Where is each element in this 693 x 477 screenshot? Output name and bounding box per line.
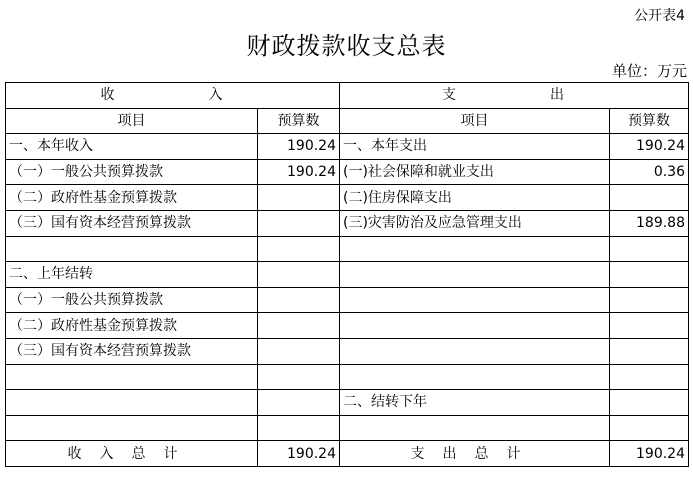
table-row	[6, 287, 689, 313]
section-header-row	[6, 83, 689, 109]
table-row	[6, 313, 689, 339]
expense-item-cell: 一、本年支出	[340, 134, 610, 160]
income-value-cell	[258, 236, 340, 262]
table-row	[6, 338, 689, 364]
expense-value-cell	[610, 313, 689, 339]
income-item-cell: （三）国有资本经营预算拨款	[6, 338, 258, 364]
expense-item-cell	[340, 236, 610, 262]
income-item-cell: 一、本年收入	[6, 134, 258, 160]
form-number: 公开表4	[634, 8, 685, 24]
income-item-header: 项目	[6, 108, 258, 134]
expense-value-cell: 190.24	[610, 134, 689, 160]
expense-item-cell	[340, 262, 610, 288]
table-body	[6, 83, 689, 134]
expense-value-cell: 0.36	[610, 159, 689, 185]
expense-item-header: 项目	[340, 108, 610, 134]
expense-total-value: 190.24	[610, 441, 689, 467]
table-row	[6, 262, 689, 288]
income-value-cell: 190.24	[258, 159, 340, 185]
expense-item-cell: (二)住房保障支出	[340, 185, 610, 211]
totals-row	[6, 441, 689, 467]
expense-item-cell	[340, 313, 610, 339]
income-item-cell	[6, 236, 258, 262]
expense-value-cell	[610, 364, 689, 390]
income-value-cell	[258, 313, 340, 339]
page-title: 财政拨款收支总表	[246, 32, 447, 60]
income-value-cell	[258, 390, 340, 416]
expense-budget-header: 预算数	[610, 108, 689, 134]
income-item-cell	[6, 364, 258, 390]
table-row	[6, 134, 689, 160]
income-section-header: 收 入	[6, 83, 340, 109]
income-item-cell	[6, 390, 258, 416]
income-value-cell	[258, 338, 340, 364]
expense-value-cell	[610, 185, 689, 211]
column-header-row	[6, 108, 689, 134]
table-row	[6, 185, 689, 211]
table-row	[6, 415, 689, 441]
income-value-cell	[258, 415, 340, 441]
expense-item-cell: (三)灾害防治及应急管理支出	[340, 210, 610, 236]
expense-item-cell	[340, 338, 610, 364]
income-item-cell: （一）一般公共预算拨款	[6, 287, 258, 313]
income-value-cell	[258, 262, 340, 288]
table-row	[6, 210, 689, 236]
expense-value-cell	[610, 338, 689, 364]
income-item-cell: （二）政府性基金预算拨款	[6, 185, 258, 211]
table-row	[6, 364, 689, 390]
table-row	[6, 390, 689, 416]
income-value-cell	[258, 185, 340, 211]
expense-value-cell	[610, 415, 689, 441]
income-value-cell	[258, 364, 340, 390]
income-item-cell: （二）政府性基金预算拨款	[6, 313, 258, 339]
income-total-label: 收入总计	[6, 441, 258, 467]
expense-section-header: 支 出	[340, 83, 689, 109]
income-value-cell	[258, 210, 340, 236]
expense-item-cell: 二、结转下年	[340, 390, 610, 416]
expense-item-cell: (一)社会保障和就业支出	[340, 159, 610, 185]
data-rows	[6, 134, 689, 441]
income-item-cell: 二、上年结转	[6, 262, 258, 288]
expense-total-label: 支出总计	[340, 441, 610, 467]
income-value-cell: 190.24	[258, 134, 340, 160]
income-item-cell: （一）一般公共预算拨款	[6, 159, 258, 185]
expense-item-cell	[340, 287, 610, 313]
expense-value-cell	[610, 262, 689, 288]
table-row	[6, 236, 689, 262]
expense-item-cell	[340, 415, 610, 441]
table-row	[6, 159, 689, 185]
expense-value-cell	[610, 236, 689, 262]
expense-item-cell	[340, 364, 610, 390]
income-item-cell: （三）国有资本经营预算拨款	[6, 210, 258, 236]
income-budget-header: 预算数	[258, 108, 340, 134]
expense-value-cell	[610, 390, 689, 416]
income-value-cell	[258, 287, 340, 313]
income-total-value: 190.24	[258, 441, 340, 467]
expense-value-cell	[610, 287, 689, 313]
budget-table	[5, 82, 689, 467]
unit-label: 单位：万元	[611, 62, 687, 80]
income-item-cell	[6, 415, 258, 441]
expense-value-cell: 189.88	[610, 210, 689, 236]
